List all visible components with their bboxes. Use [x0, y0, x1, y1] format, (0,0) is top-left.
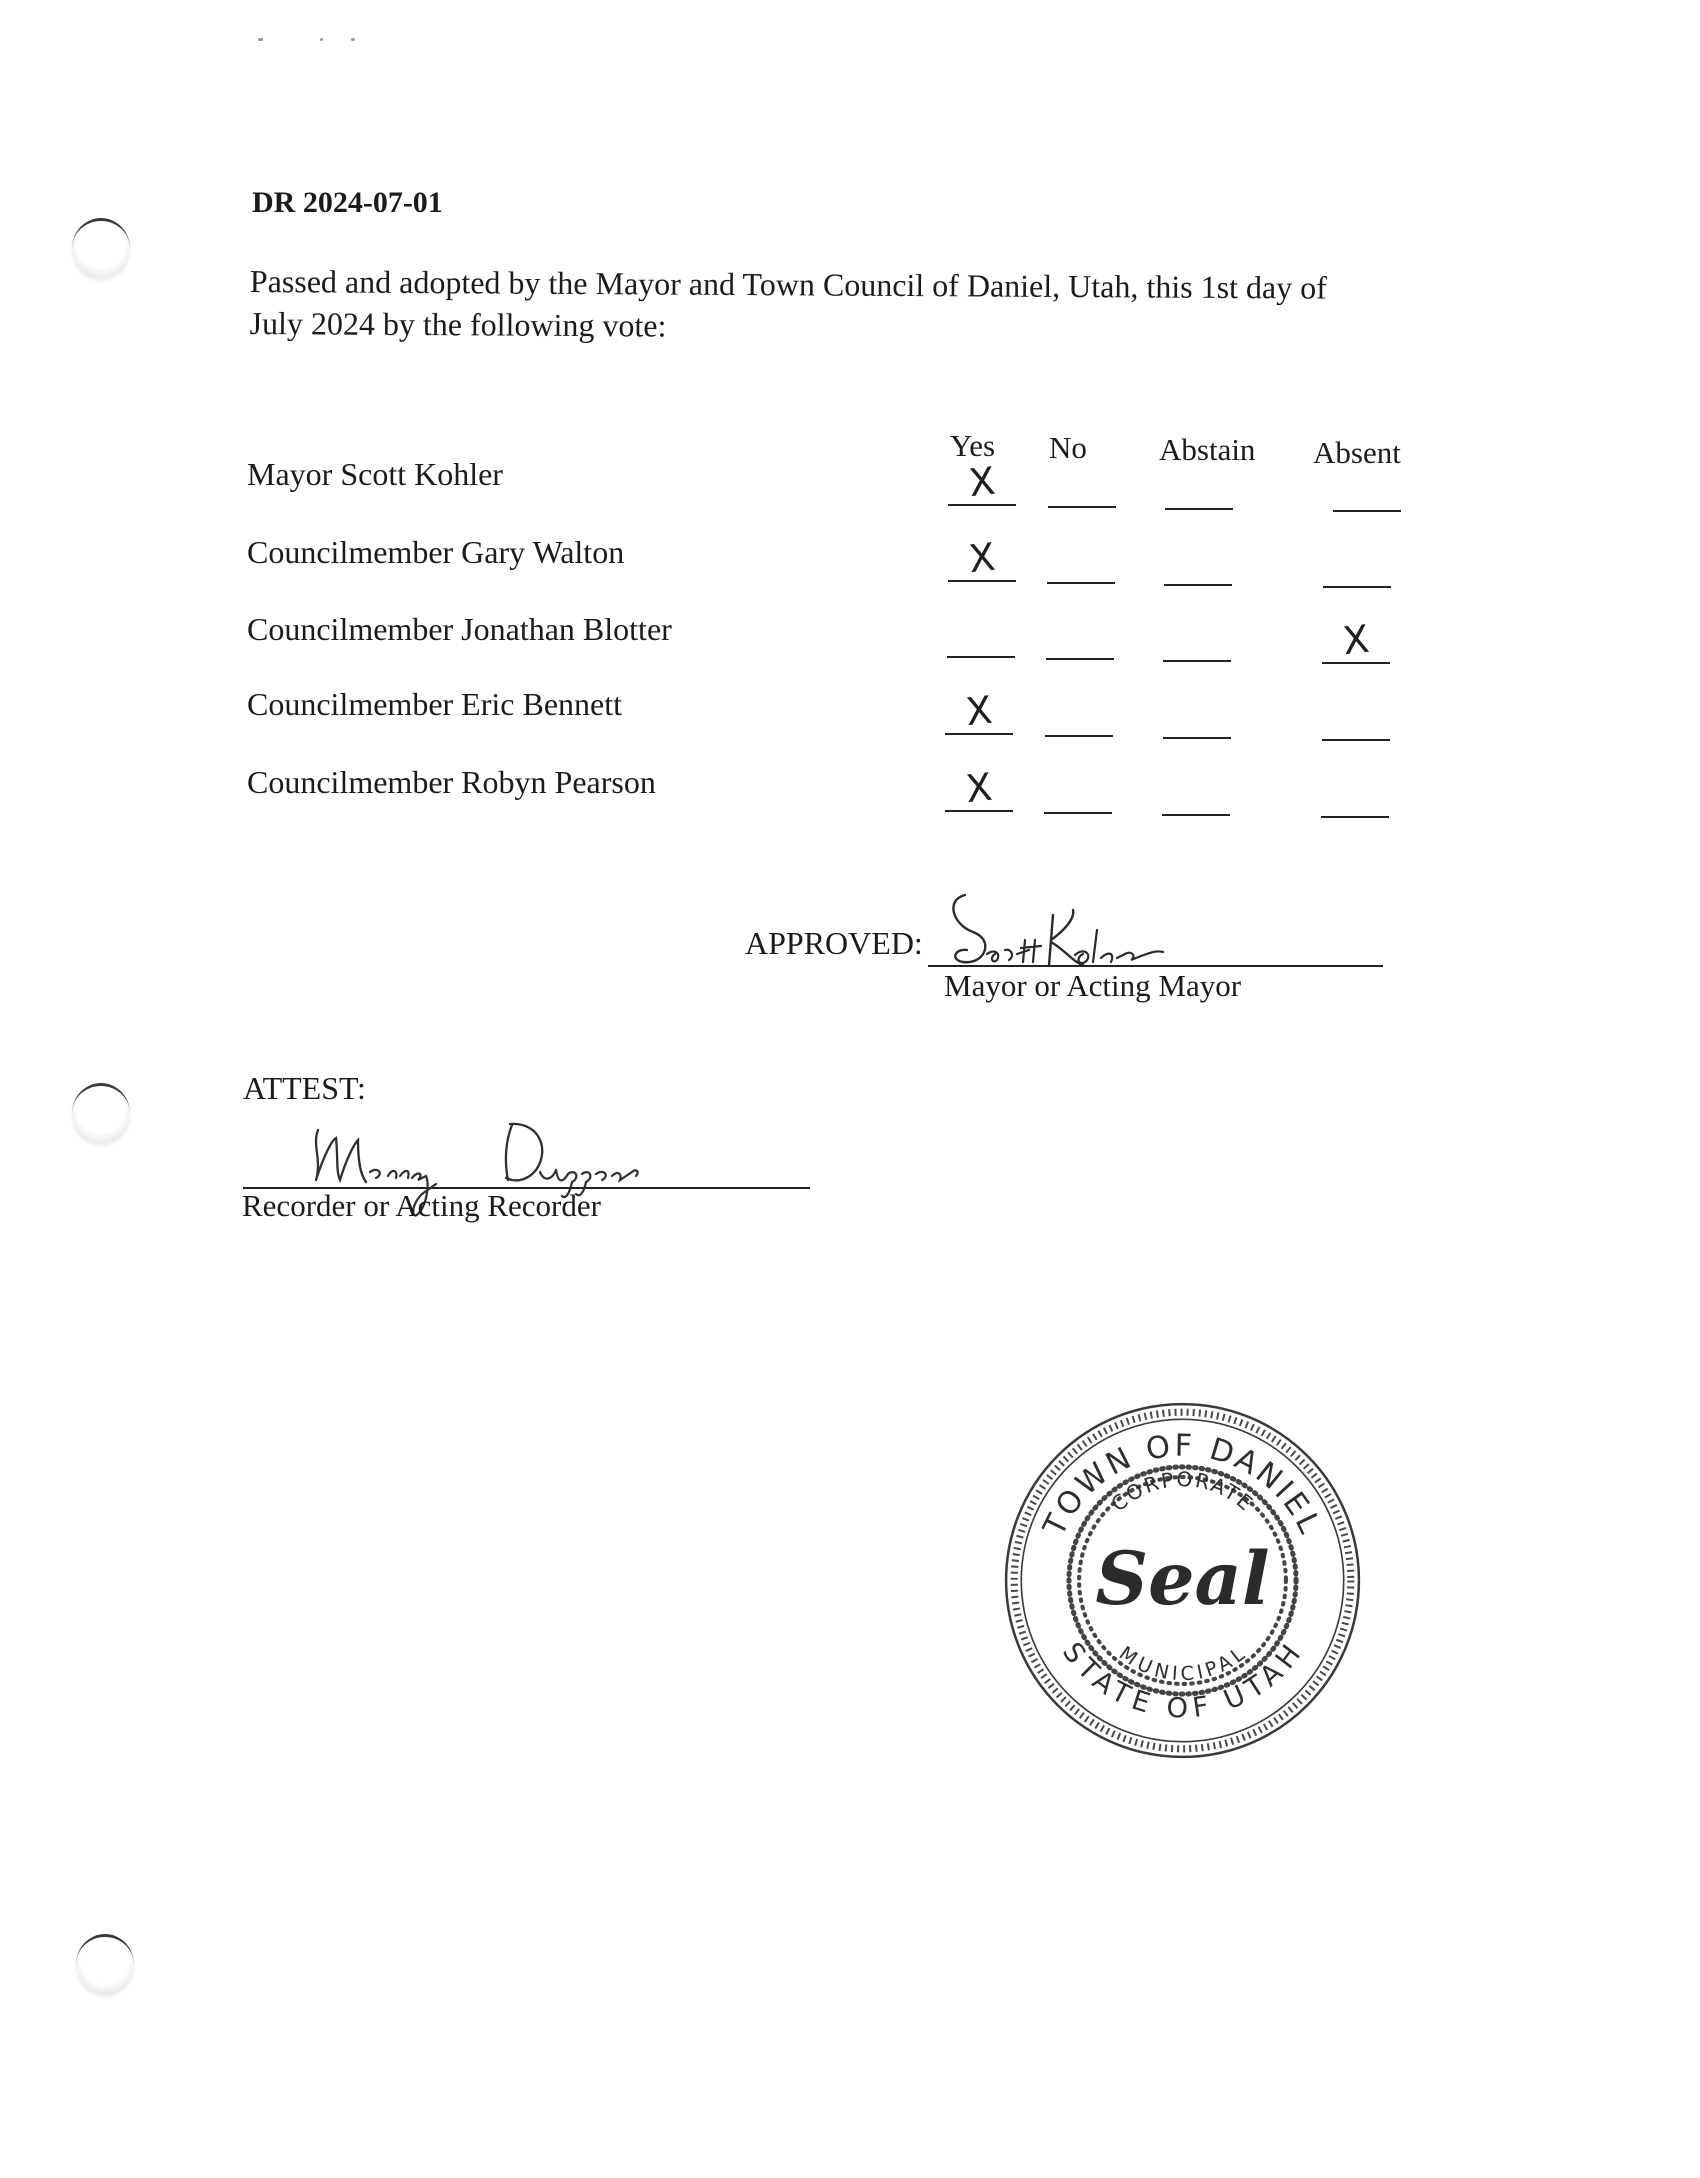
vote-slot-yes [945, 760, 1013, 812]
vote-mark [1163, 731, 1231, 738]
seal-center-text: Seal [1095, 1535, 1270, 1622]
vote-slot-yes [945, 683, 1013, 735]
vote-mark [1044, 806, 1112, 813]
vote-mark: X [963, 764, 995, 812]
adoption-statement: Passed and adopted by the Mayor and Town Council of Daniel, Utah, this 1st day of July 2024 by the following vote: [249, 262, 1327, 344]
vote-slot-yes [948, 454, 1016, 506]
vote-mark [1165, 502, 1233, 509]
approved-label: APPROVED: [745, 925, 923, 961]
scan-speck [320, 38, 323, 41]
voter-name: Councilmember Robyn Pearson [247, 764, 656, 800]
vote-slot-absent [1322, 689, 1390, 741]
vote-slot-no [1044, 762, 1112, 814]
vote-slot-abstain [1163, 610, 1231, 662]
vote-mark: X [966, 534, 998, 582]
seal-inner-top-text: CORPORATE [1106, 1466, 1259, 1517]
vote-mark: X [1340, 616, 1372, 664]
column-header-yes: Yes [950, 428, 996, 463]
vote-slot-abstain [1163, 687, 1231, 739]
vote-mark: X [963, 687, 995, 735]
mayor-caption: Mayor or Acting Mayor [944, 968, 1242, 1003]
vote-slot-no [1047, 532, 1115, 584]
vote-mark [1048, 500, 1116, 507]
seal-inner-bottom-text: MUNICIPAL [1114, 1641, 1251, 1686]
voter-name: Councilmember Gary Walton [247, 534, 625, 570]
vote-slot-no [1045, 685, 1113, 737]
recorder-caption: Recorder or Acting Recorder [242, 1188, 601, 1223]
punch-hole-top [72, 218, 130, 279]
vote-slot-absent [1333, 460, 1401, 512]
vote-slot-abstain [1162, 764, 1230, 816]
vote-mark [1322, 733, 1390, 740]
vote-mark [1323, 580, 1391, 587]
seal-outer-top-text: TOWN OF DANIEL [1037, 1428, 1328, 1542]
vote-mark [1333, 504, 1401, 511]
column-header-no: No [1049, 430, 1087, 465]
vote-mark: X [966, 458, 998, 506]
document-number: DR 2024-07-01 [252, 186, 443, 219]
vote-slot-no [1048, 456, 1116, 508]
seal-outer-bottom-text: STATE OF UTAH [1056, 1637, 1309, 1725]
voter-name: Mayor Scott Kohler [247, 456, 503, 492]
scan-speck [258, 38, 263, 41]
vote-mark [1162, 808, 1230, 815]
punch-hole-bottom [76, 1934, 134, 1995]
corporate-seal [1000, 1398, 1365, 1763]
vote-mark [1046, 652, 1114, 659]
vote-slot-yes [948, 530, 1016, 582]
scan-speck [351, 38, 355, 41]
vote-slot-no [1046, 608, 1114, 660]
vote-mark [1321, 810, 1389, 817]
voter-name: Councilmember Jonathan Blotter [247, 611, 672, 647]
attest-label: ATTEST: [243, 1070, 366, 1106]
vote-slot-abstain [1164, 534, 1232, 586]
column-header-absent: Absent [1313, 435, 1401, 470]
vote-slot-absent [1322, 612, 1390, 664]
vote-mark [947, 650, 1015, 657]
vote-slot-absent [1323, 536, 1391, 588]
punch-hole-middle [72, 1083, 130, 1144]
vote-slot-abstain [1165, 458, 1233, 510]
vote-slot-yes [947, 606, 1015, 658]
vote-mark [1047, 576, 1115, 583]
mayor-signature [925, 870, 1205, 980]
vote-slot-absent [1321, 766, 1389, 818]
vote-mark [1045, 729, 1113, 736]
column-header-abstain: Abstain [1159, 432, 1256, 467]
voter-name: Councilmember Eric Bennett [247, 686, 622, 722]
vote-mark [1164, 578, 1232, 585]
vote-mark [1163, 654, 1231, 661]
